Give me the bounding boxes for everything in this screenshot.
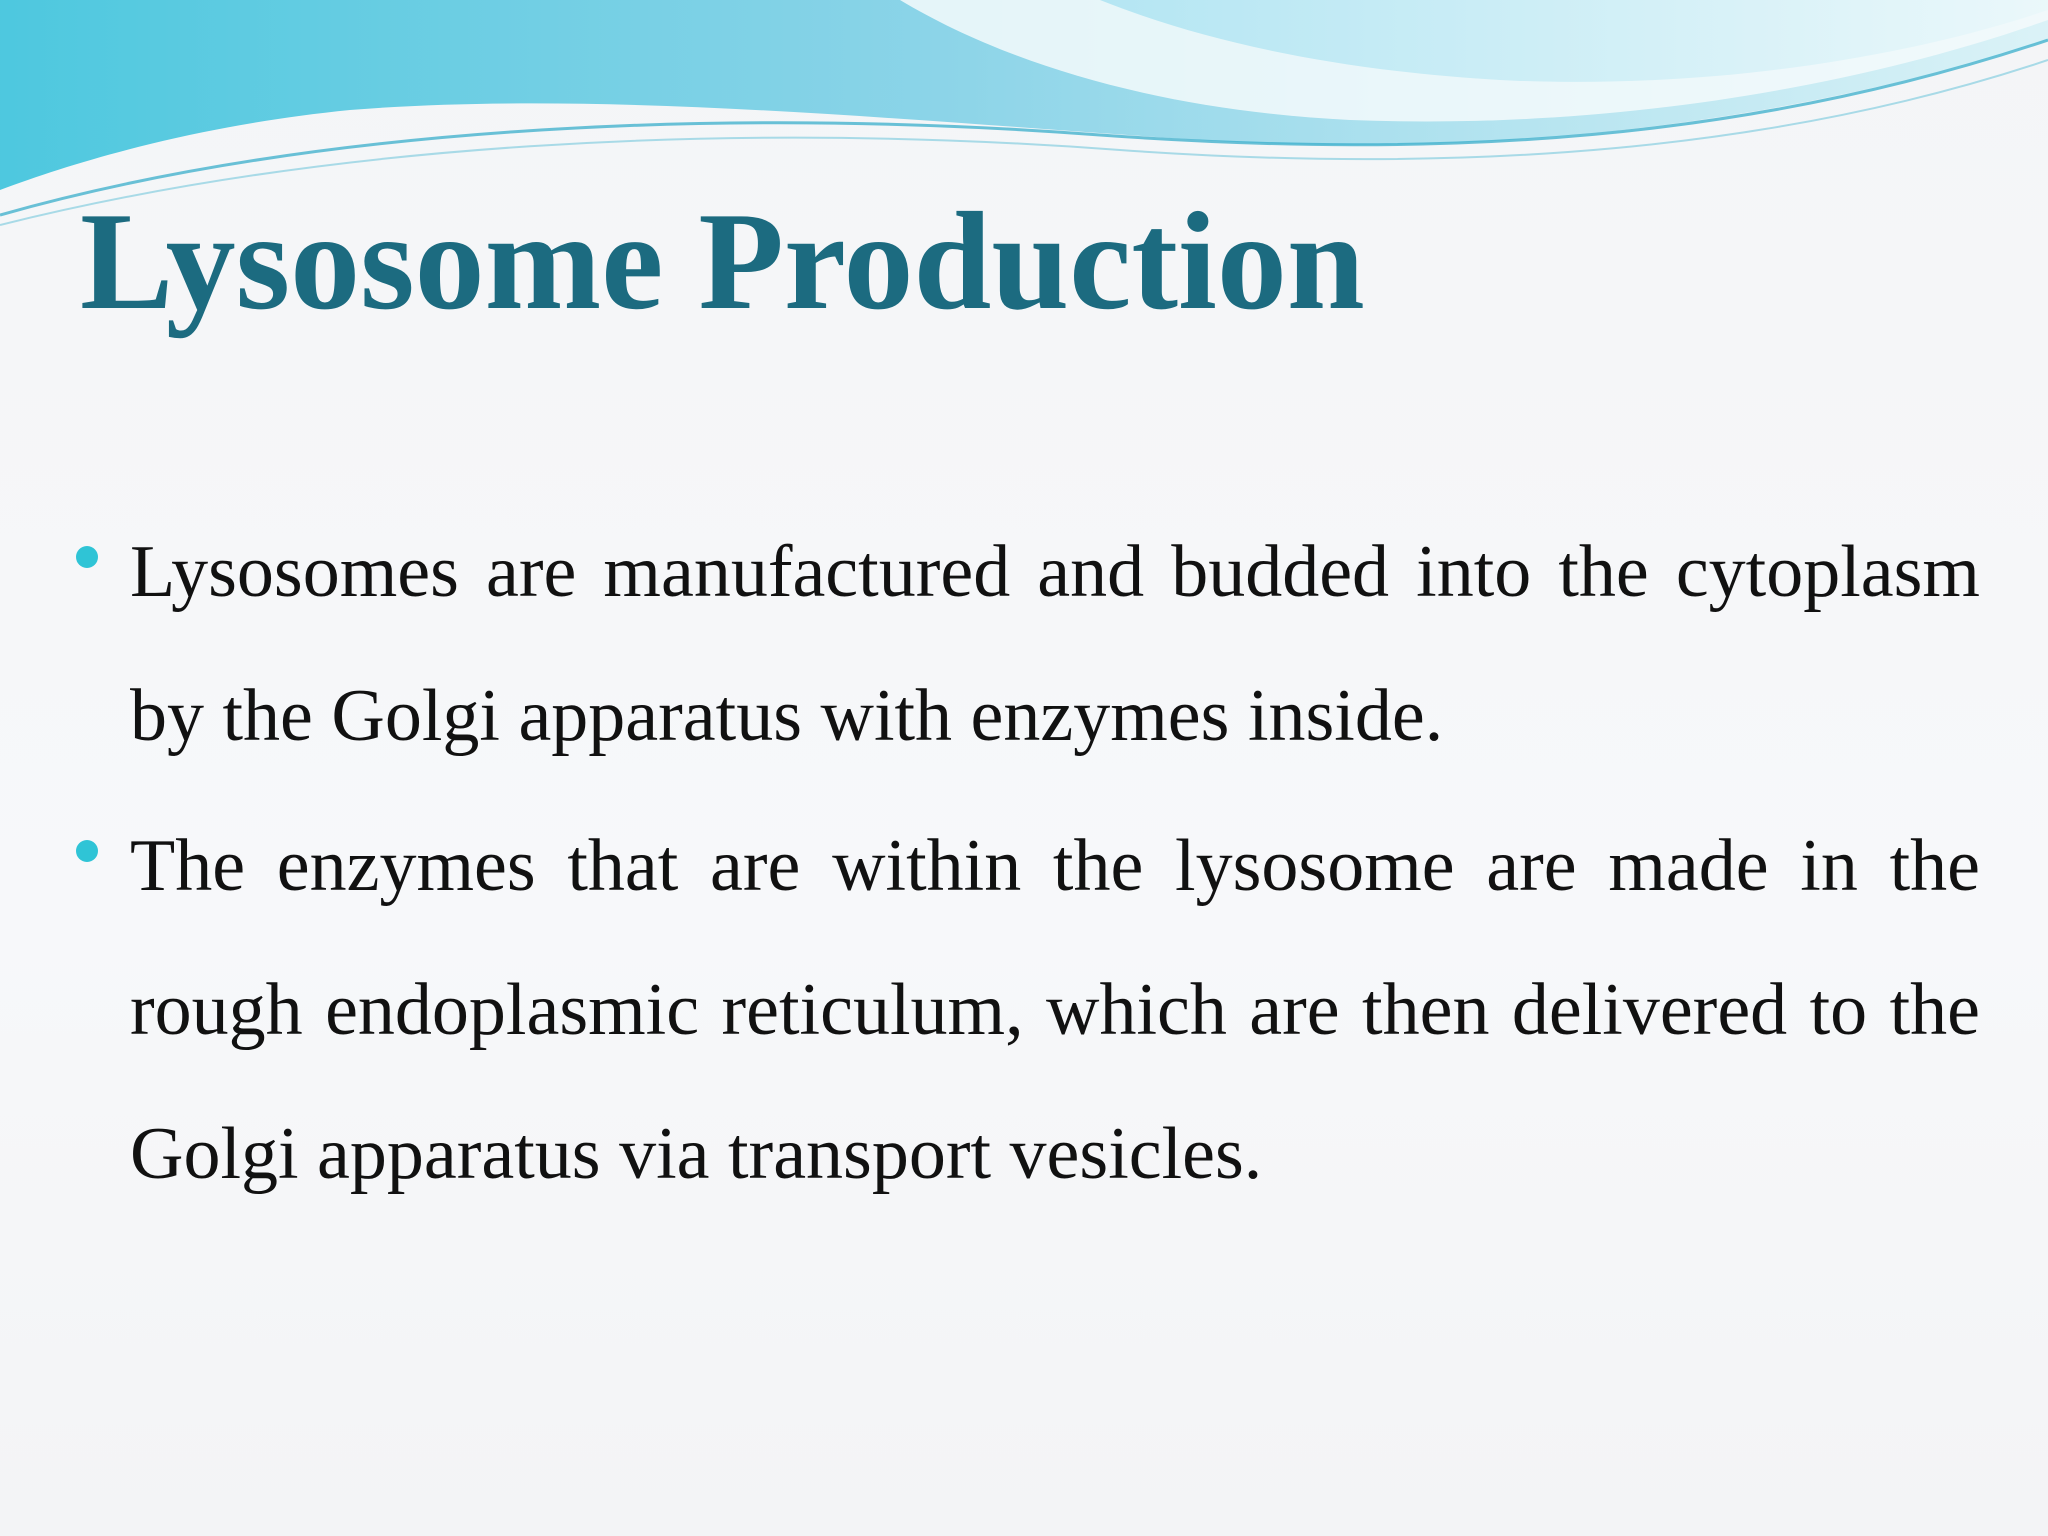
- bullet-item: [70, 794, 1980, 1226]
- bullet-item: [70, 500, 1980, 788]
- bullet-text: Lysosomes are manufactured and budded into the cytoplasm by the Golgi apparatus with enzymes inside.: [130, 531, 1980, 757]
- bullet-dot-icon: [76, 546, 98, 568]
- bullet-text: The enzymes that are within the lysosome are made in the rough endoplasmic reticulum, which are then delivered to the Golgi apparatus via transport vesicles.: [130, 825, 1980, 1195]
- bullet-list: [70, 500, 1980, 1232]
- bullet-dot-icon: [76, 840, 98, 862]
- slide-title: Lysosome Production: [80, 184, 1365, 339]
